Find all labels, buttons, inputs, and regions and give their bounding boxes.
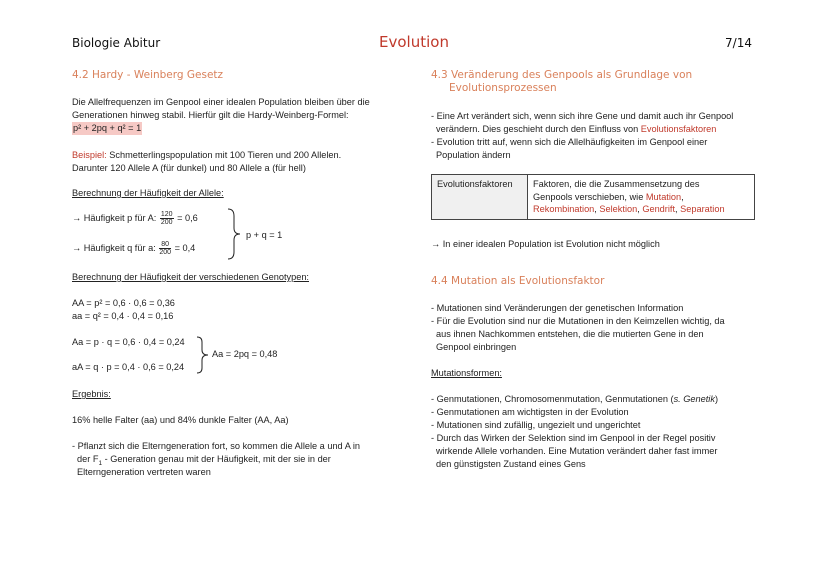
allele-brace <box>226 208 242 260</box>
freq-q-den: 200 <box>159 249 171 257</box>
genotype-AA: AA = p² = 0,6 · 0,6 = 0,36 <box>72 298 175 308</box>
genotype-aa: aa = q² = 0,4 · 0,4 = 0,16 <box>72 311 174 321</box>
form-bullet-1-text: - Genmutationen, Chromosomenmutation, Genmutationen ( <box>431 394 674 404</box>
table-value-line-3 <box>533 203 749 216</box>
term-mutation: Mutation <box>645 191 682 202</box>
freq-p-row <box>72 211 198 226</box>
freq-q-value: = 0,4 <box>174 243 196 253</box>
note-line-3: Elterngeneration vertreten waren <box>77 467 211 477</box>
freq-p-label: → Häufigkeit p für A: <box>72 213 157 223</box>
genotype-aA: aA = q · p = 0,4 · 0,6 = 0,24 <box>72 362 185 372</box>
term-selektion: Selektion <box>599 204 638 214</box>
evolutionsfaktoren-table <box>431 174 755 220</box>
genotype-Aa: Aa = p · q = 0,6 · 0,4 = 0,24 <box>72 337 185 347</box>
sep-3: , <box>675 204 681 214</box>
mutation-bullet-2-line-3: Genpool einbringen <box>436 342 517 352</box>
result-heading: Ergebnis: <box>72 389 111 399</box>
heading-hardy-weinberg: 4.2 Hardy - Weinberg Gesetz <box>72 69 224 81</box>
genpool-bullet-2-line-1: - Evolution tritt auf, wenn sich die Allelhäufigkeiten im Genpool einer <box>431 137 708 147</box>
calc-allele-heading: Berechnung der Häufigkeit der Allele: <box>72 188 224 198</box>
intro-line-1: Die Allelfrequenzen im Genpool einer idealen Population bleiben über die <box>72 97 370 107</box>
freq-p-num: 120 <box>160 211 173 219</box>
example-label: Beispiel: <box>72 150 107 160</box>
table-value-line-1: Faktoren, die die Zusammensetzung des <box>533 179 700 189</box>
intro-line-2: Generationen hinweg stabil. Hierfür gilt die Hardy-Weinberg-Formel: <box>72 110 349 120</box>
form-bullet-4-line-2: wirkende Allele vorhanden. Eine Mutation verändert daher fast immer <box>436 446 718 456</box>
table-value-2a: Genpools verschieben, wie <box>533 191 646 202</box>
genpool-bullet-1-line-2 <box>436 123 716 136</box>
form-bullet-3: - Mutationen sind zufällig, ungezielt und ungerichtet <box>431 420 641 430</box>
note-f-sub: 1 <box>98 459 103 467</box>
example-text: Schmetterlingspopulation mit 100 Tieren und 200 Allelen. <box>106 150 342 160</box>
note-line-1: - Pflanzt sich die Elterngeneration fort, so kommen die Allele a und A in <box>72 441 361 451</box>
example-line-1 <box>72 149 341 162</box>
form-bullet-1 <box>431 393 718 406</box>
table-key: Evolutionsfaktoren <box>437 179 513 189</box>
freq-p-den: 200 <box>160 219 173 227</box>
form-bullet-1-ref: s. Genetik <box>673 394 715 404</box>
heterozygote-sum: Aa = 2pq = 0,48 <box>212 349 278 359</box>
sep-1: , <box>594 204 600 214</box>
genpool-bullet-2-line-2: Population ändern <box>436 150 511 160</box>
genpool-bullet-1-text: verändern. Dies geschieht durch den Einfluss von <box>436 124 641 134</box>
ideal-population-note: → In einer idealen Population ist Evolution nicht möglich <box>431 239 660 249</box>
hardy-weinberg-formula: p² + 2pq + q² = 1 <box>73 123 142 133</box>
freq-q-row <box>72 241 195 256</box>
example-line-2: Darunter 120 Allele A (für dunkel) und 80 Allele a (für hell) <box>72 163 306 173</box>
table-row <box>432 175 755 220</box>
form-bullet-4-line-1: - Durch das Wirken der Selektion sind im Genpool in der Regel positiv <box>431 433 716 443</box>
calc-genotype-heading: Berechnung der Häufigkeit der verschiedenen Genotypen: <box>72 272 309 282</box>
genpool-bullet-1-line-1: - Eine Art verändert sich, wenn sich ihre Gene und damit auch ihr Genpool <box>431 111 734 121</box>
freq-p-value: = 0,6 <box>177 213 198 223</box>
table-value-line-2 <box>533 191 749 204</box>
note-f-label: der F <box>77 454 99 464</box>
heading-genpool-line-1: 4.3 Veränderung des Genpools als Grundlage von <box>431 69 693 81</box>
freq-q-label: → Häufigkeit q für a: <box>72 243 156 253</box>
heading-genpool-line-2: Evolutionsprozessen <box>449 82 557 94</box>
heterozygote-brace <box>196 336 210 374</box>
term-gendrift: Gendrift <box>642 204 675 214</box>
table-value-2c: , <box>681 191 684 202</box>
form-bullet-2: - Genmutationen am wichtigsten in der Evolution <box>431 407 629 417</box>
mutation-bullet-2-line-1: - Für die Evolution sind nur die Mutationen in den Keimzellen wichtig, da <box>431 316 725 326</box>
note-line-2-text: - Generation genau mit der Häufigkeit, mit der sie in der <box>102 454 331 464</box>
term-separation: Separation <box>680 204 725 214</box>
freq-q-num: 80 <box>161 241 170 249</box>
heading-mutation: 4.4 Mutation als Evolutionsfaktor <box>431 275 605 287</box>
mutationsformen-heading: Mutationsformen: <box>431 368 502 378</box>
table-value-cell <box>528 175 755 220</box>
evolutionsfaktoren-term: Evolutionsfaktoren <box>640 124 717 134</box>
term-rekombination: Rekombination <box>533 204 595 214</box>
freq-p-fraction <box>160 211 174 226</box>
result-text: 16% helle Falter (aa) und 84% dunkle Falter (AA, Aa) <box>72 415 289 425</box>
form-bullet-1-close: ) <box>714 394 719 404</box>
form-bullet-4-line-3: den günstigsten Zustand eines Gens <box>436 459 586 469</box>
page-number: 7/14 <box>725 36 752 50</box>
freq-q-fraction <box>159 241 171 256</box>
mutation-bullet-2-line-2: aus ihnen Nachkommen entstehen, die die mutierten Gene in den <box>436 329 704 339</box>
mutation-bullet-1: - Mutationen sind Veränderungen der genetischen Information <box>431 303 684 313</box>
subject-label: Biologie Abitur <box>72 36 161 50</box>
table-key-cell <box>432 175 528 220</box>
page-title: Evolution <box>379 33 449 51</box>
sep-2: , <box>637 204 643 214</box>
allele-sum: p + q = 1 <box>246 230 283 240</box>
